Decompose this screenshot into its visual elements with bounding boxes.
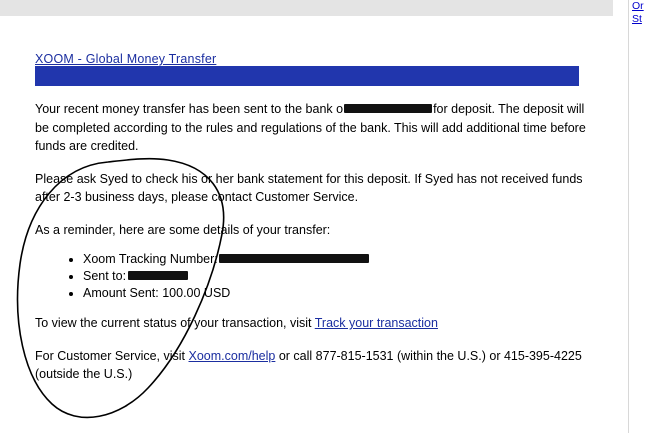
list-item-tracking-number — [83, 251, 587, 268]
support-after-text: or call 877-815-1531 (within the U.S.) or 415-395-4225 (outside the U.S.) — [35, 348, 582, 381]
list-item-amount-sent: • Amount Sent: 100.00 USD — [83, 285, 587, 302]
paragraph-customer-service — [35, 347, 587, 384]
paragraph-status — [35, 314, 587, 333]
paragraph-deposit-notice — [35, 100, 587, 156]
support-before-text: For Customer Service, visit — [35, 348, 189, 363]
right-side-column — [632, 0, 656, 433]
sent-to-label: Sent to: — [83, 269, 127, 283]
paragraph-check-statement: Please ask Syed to check his or her bank statement for this deposit. If Syed has not received funds after 2-3 business days, please contact Customer Service. — [35, 171, 583, 204]
redaction-mark-tracking — [219, 254, 369, 263]
email-body — [35, 100, 587, 398]
top-grey-strip — [0, 0, 613, 16]
tracking-number-label: Xoom Tracking Number: — [83, 252, 218, 266]
list-item-sent-to — [83, 268, 587, 285]
email-document — [0, 16, 613, 433]
paragraph1-after-text: for deposit. The deposit will be completed according to the rules and regulations of the bank. This will add additional time before funds are credited. — [35, 102, 586, 153]
transfer-details-list — [35, 251, 587, 302]
header-blue-bar — [35, 66, 579, 86]
paragraph1-before-text: Your recent money transfer has been sent to the bank o — [35, 102, 344, 116]
xoom-help-link[interactable]: Xoom.com/help — [188, 348, 276, 363]
redaction-mark-bank — [344, 104, 432, 113]
right-link-1[interactable]: Or — [632, 0, 644, 12]
track-transaction-link[interactable]: Track your transaction — [314, 316, 438, 330]
xoom-brand-link[interactable]: XOOM - Global Money Transfer — [35, 52, 217, 66]
paragraph-reminder: As a reminder, here are some details of your transfer: — [35, 222, 331, 237]
status-line-text: To view the current status of your transaction, visit — [35, 316, 315, 330]
redaction-mark-recipient — [128, 271, 188, 280]
right-link-2[interactable]: St — [632, 13, 642, 25]
right-divider — [628, 0, 629, 433]
